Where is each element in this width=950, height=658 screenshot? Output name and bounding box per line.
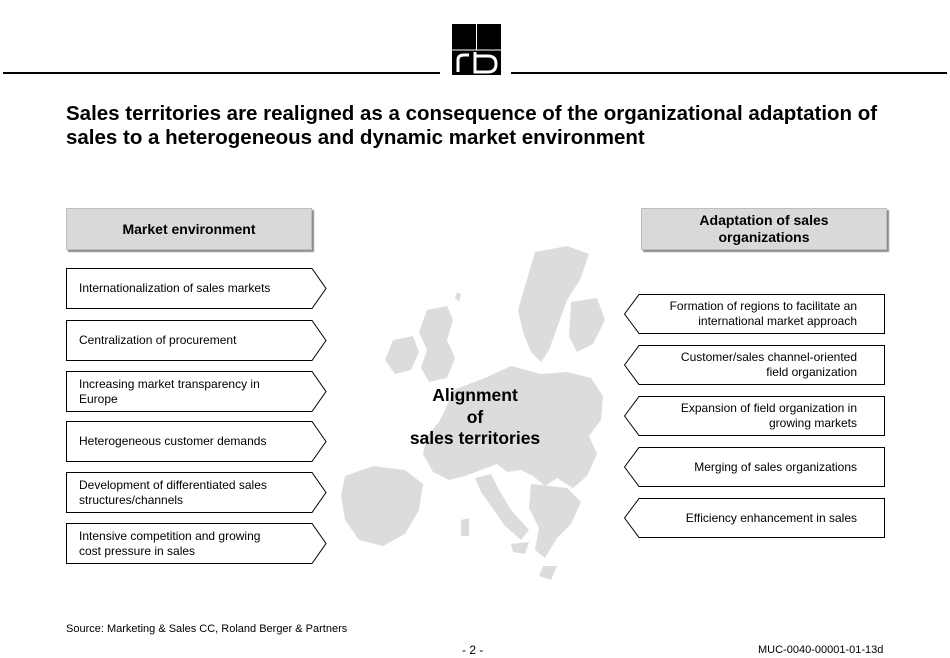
header-rule-left [3, 72, 440, 74]
adaptation-text: Merging of sales organizations [694, 459, 857, 474]
page-number: - 2 - [462, 643, 484, 657]
adaptation-item [624, 345, 885, 385]
market-factor-text: Centralization of procurement [79, 333, 237, 347]
adaptation-item [624, 447, 885, 487]
market-factor-item [66, 320, 327, 361]
market-factor-item [66, 472, 327, 513]
market-factor-item [66, 421, 327, 462]
alignment-line-2: of [466, 406, 484, 427]
adaptation-header [641, 208, 887, 250]
adaptation-text: Formation of regions to facilitate an international market approach [669, 299, 857, 328]
market-factor-text: Intensive competition and growing cost pressure in sales [79, 528, 261, 558]
market-environment-header [66, 208, 312, 250]
market-environment-heading: Market environment [122, 220, 256, 237]
alignment-line-1: Alignment [432, 385, 518, 405]
alignment-label [385, 385, 565, 450]
adaptation-text: Efficiency enhancement in sales [685, 510, 857, 525]
market-factor-text: Development of differentiated sales structures/channels [79, 477, 267, 507]
adaptation-item [624, 396, 885, 436]
document-id: MUC-0040-00001-01-13d [758, 644, 884, 656]
adaptation-text: Customer/sales channel-oriented field organization [680, 350, 857, 379]
market-factor-item [66, 371, 327, 412]
market-factor-text: Heterogeneous customer demands [79, 434, 267, 448]
market-factor-item [66, 268, 327, 309]
adaptation-item [624, 498, 885, 538]
source-note: Source: Marketing & Sales CC, Roland Berger & Partners [66, 623, 348, 635]
company-logo [452, 24, 501, 75]
adaptation-heading: Adaptation of sales organizations [699, 212, 829, 245]
adaptation-item [624, 294, 885, 334]
slide-title: Sales territories are realigned as a consequence of the organizational adaptation of sales to a heterogeneous and dynamic market environment [66, 102, 878, 149]
adaptation-text: Expansion of field organization in growing markets [680, 401, 857, 430]
market-factor-item [66, 523, 327, 564]
alignment-line-3: sales territories [409, 428, 541, 448]
header-rule-right [511, 72, 947, 74]
market-factor-text: Increasing market transparency in Europe [79, 376, 260, 406]
market-factor-text: Internationalization of sales markets [79, 281, 271, 295]
